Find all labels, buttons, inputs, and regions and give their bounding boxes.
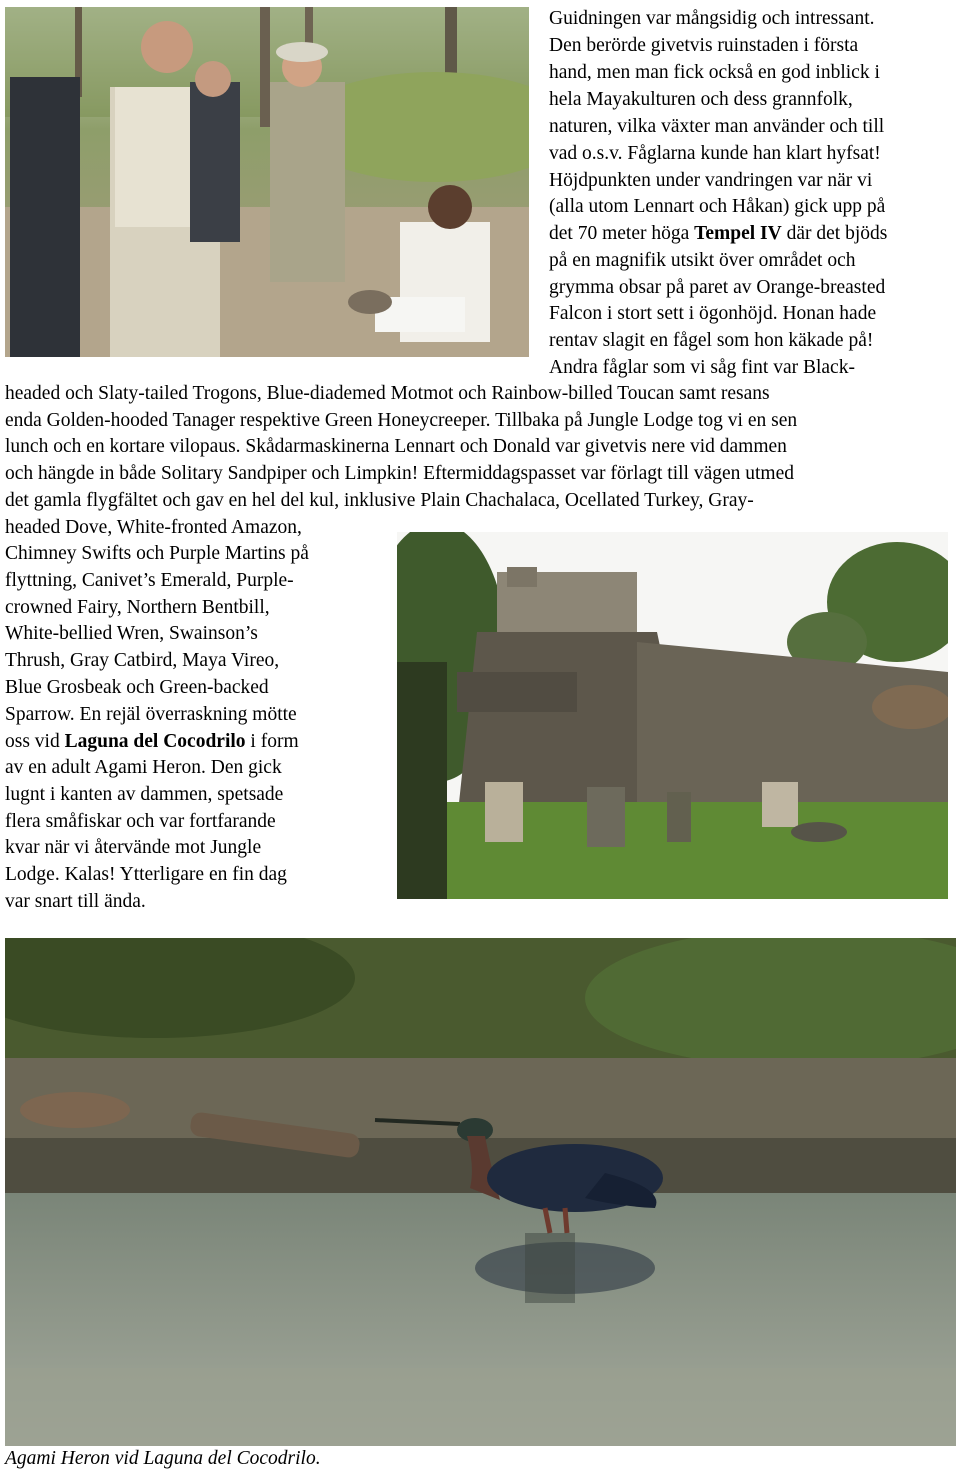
text-line: (alla utom Lennart och Håkan) gick upp på: [549, 196, 886, 217]
text-line: flera småfiskar och var fortfarande: [5, 811, 276, 832]
text-segment: det 70 meter höga: [549, 223, 695, 244]
tempel-iv-bold: Tempel IV: [694, 223, 782, 244]
text-line: lunch och en kortare vilopaus. Skådarmaskinerna Lennart och Donald var givetvis nere vid dammen: [5, 436, 787, 457]
text-line: hand, men man fick också en god inblick i: [549, 62, 880, 83]
text-line-laguna: [5, 729, 299, 756]
laguna-del-cocodrilo-bold: Laguna del Cocodrilo: [64, 731, 246, 752]
text-segment: oss vid: [5, 731, 65, 752]
text-line: enda Golden-hooded Tanager respektive Green Honeycreeper. Tillbaka på Jungle Lodge tog vi en sen: [5, 410, 798, 431]
text-line: Guidningen var mångsidig och intressant.: [549, 8, 875, 29]
text-line: Thrush, Gray Catbird, Maya Vireo,: [5, 650, 280, 671]
text-segment: i form: [245, 731, 299, 752]
text-line: det gamla flygfältet och gav en hel del kul, inklusive Plain Chachalaca, Ocellated Turkey, Gray-: [5, 490, 754, 511]
photo-guide-group: [5, 7, 529, 357]
text-line: headed och Slaty-tailed Trogons, Blue-diademed Motmot och Rainbow-billed Toucan samt resans: [5, 383, 770, 404]
text-line: Chimney Swifts och Purple Martins på: [5, 543, 309, 564]
photo-temple-ruins: [397, 532, 948, 899]
text-line: Sparrow. En rejäl överraskning mötte: [5, 704, 297, 725]
photo-caption: Agami Heron vid Laguna del Cocodrilo.: [5, 1448, 321, 1469]
text-line: kvar när vi återvände mot Jungle: [5, 837, 262, 858]
text-line: White-bellied Wren, Swainson’s: [5, 623, 258, 644]
text-line: Andra fåglar som vi såg fint var Black-: [549, 357, 855, 378]
text-line: vad o.s.v. Fåglarna kunde han klart hyfsat!: [549, 143, 881, 164]
text-line: rentav slagit en fågel som hon käkade på!: [549, 330, 874, 351]
text-line: Den berörde givetvis ruinstaden i första: [549, 35, 859, 56]
text-line: av en adult Agami Heron. Den gick: [5, 757, 282, 778]
text-segment: där det bjöds: [781, 223, 888, 244]
text-line: grymma obsar på paret av Orange-breasted: [549, 277, 886, 298]
text-line: headed Dove, White-fronted Amazon,: [5, 517, 302, 538]
photo-agami-heron: [5, 938, 956, 1446]
text-line: och hängde in både Solitary Sandpiper och Limpkin! Eftermiddagspasset var förlagt till vägen utmed: [5, 463, 794, 484]
text-line: på en magnifik utsikt över området och: [549, 250, 856, 271]
text-line: var snart till ända.: [5, 891, 146, 912]
text-line: flyttning, Canivet’s Emerald, Purple-: [5, 570, 294, 591]
text-line: naturen, vilka växter man använder och till: [549, 116, 885, 137]
text-line-tempel: [549, 221, 887, 248]
text-line: Lodge. Kalas! Ytterligare en fin dag: [5, 864, 287, 885]
text-line: Blue Grosbeak och Green-backed: [5, 677, 269, 698]
text-line: hela Mayakulturen och dess grannfolk,: [549, 89, 853, 110]
text-line: Falcon i stort sett i ögonhöjd. Honan hade: [549, 303, 877, 324]
text-line: crowned Fairy, Northern Bentbill,: [5, 597, 270, 618]
text-line: lugnt i kanten av dammen, spetsade: [5, 784, 284, 805]
text-line: Höjdpunkten under vandringen var när vi: [549, 170, 873, 191]
